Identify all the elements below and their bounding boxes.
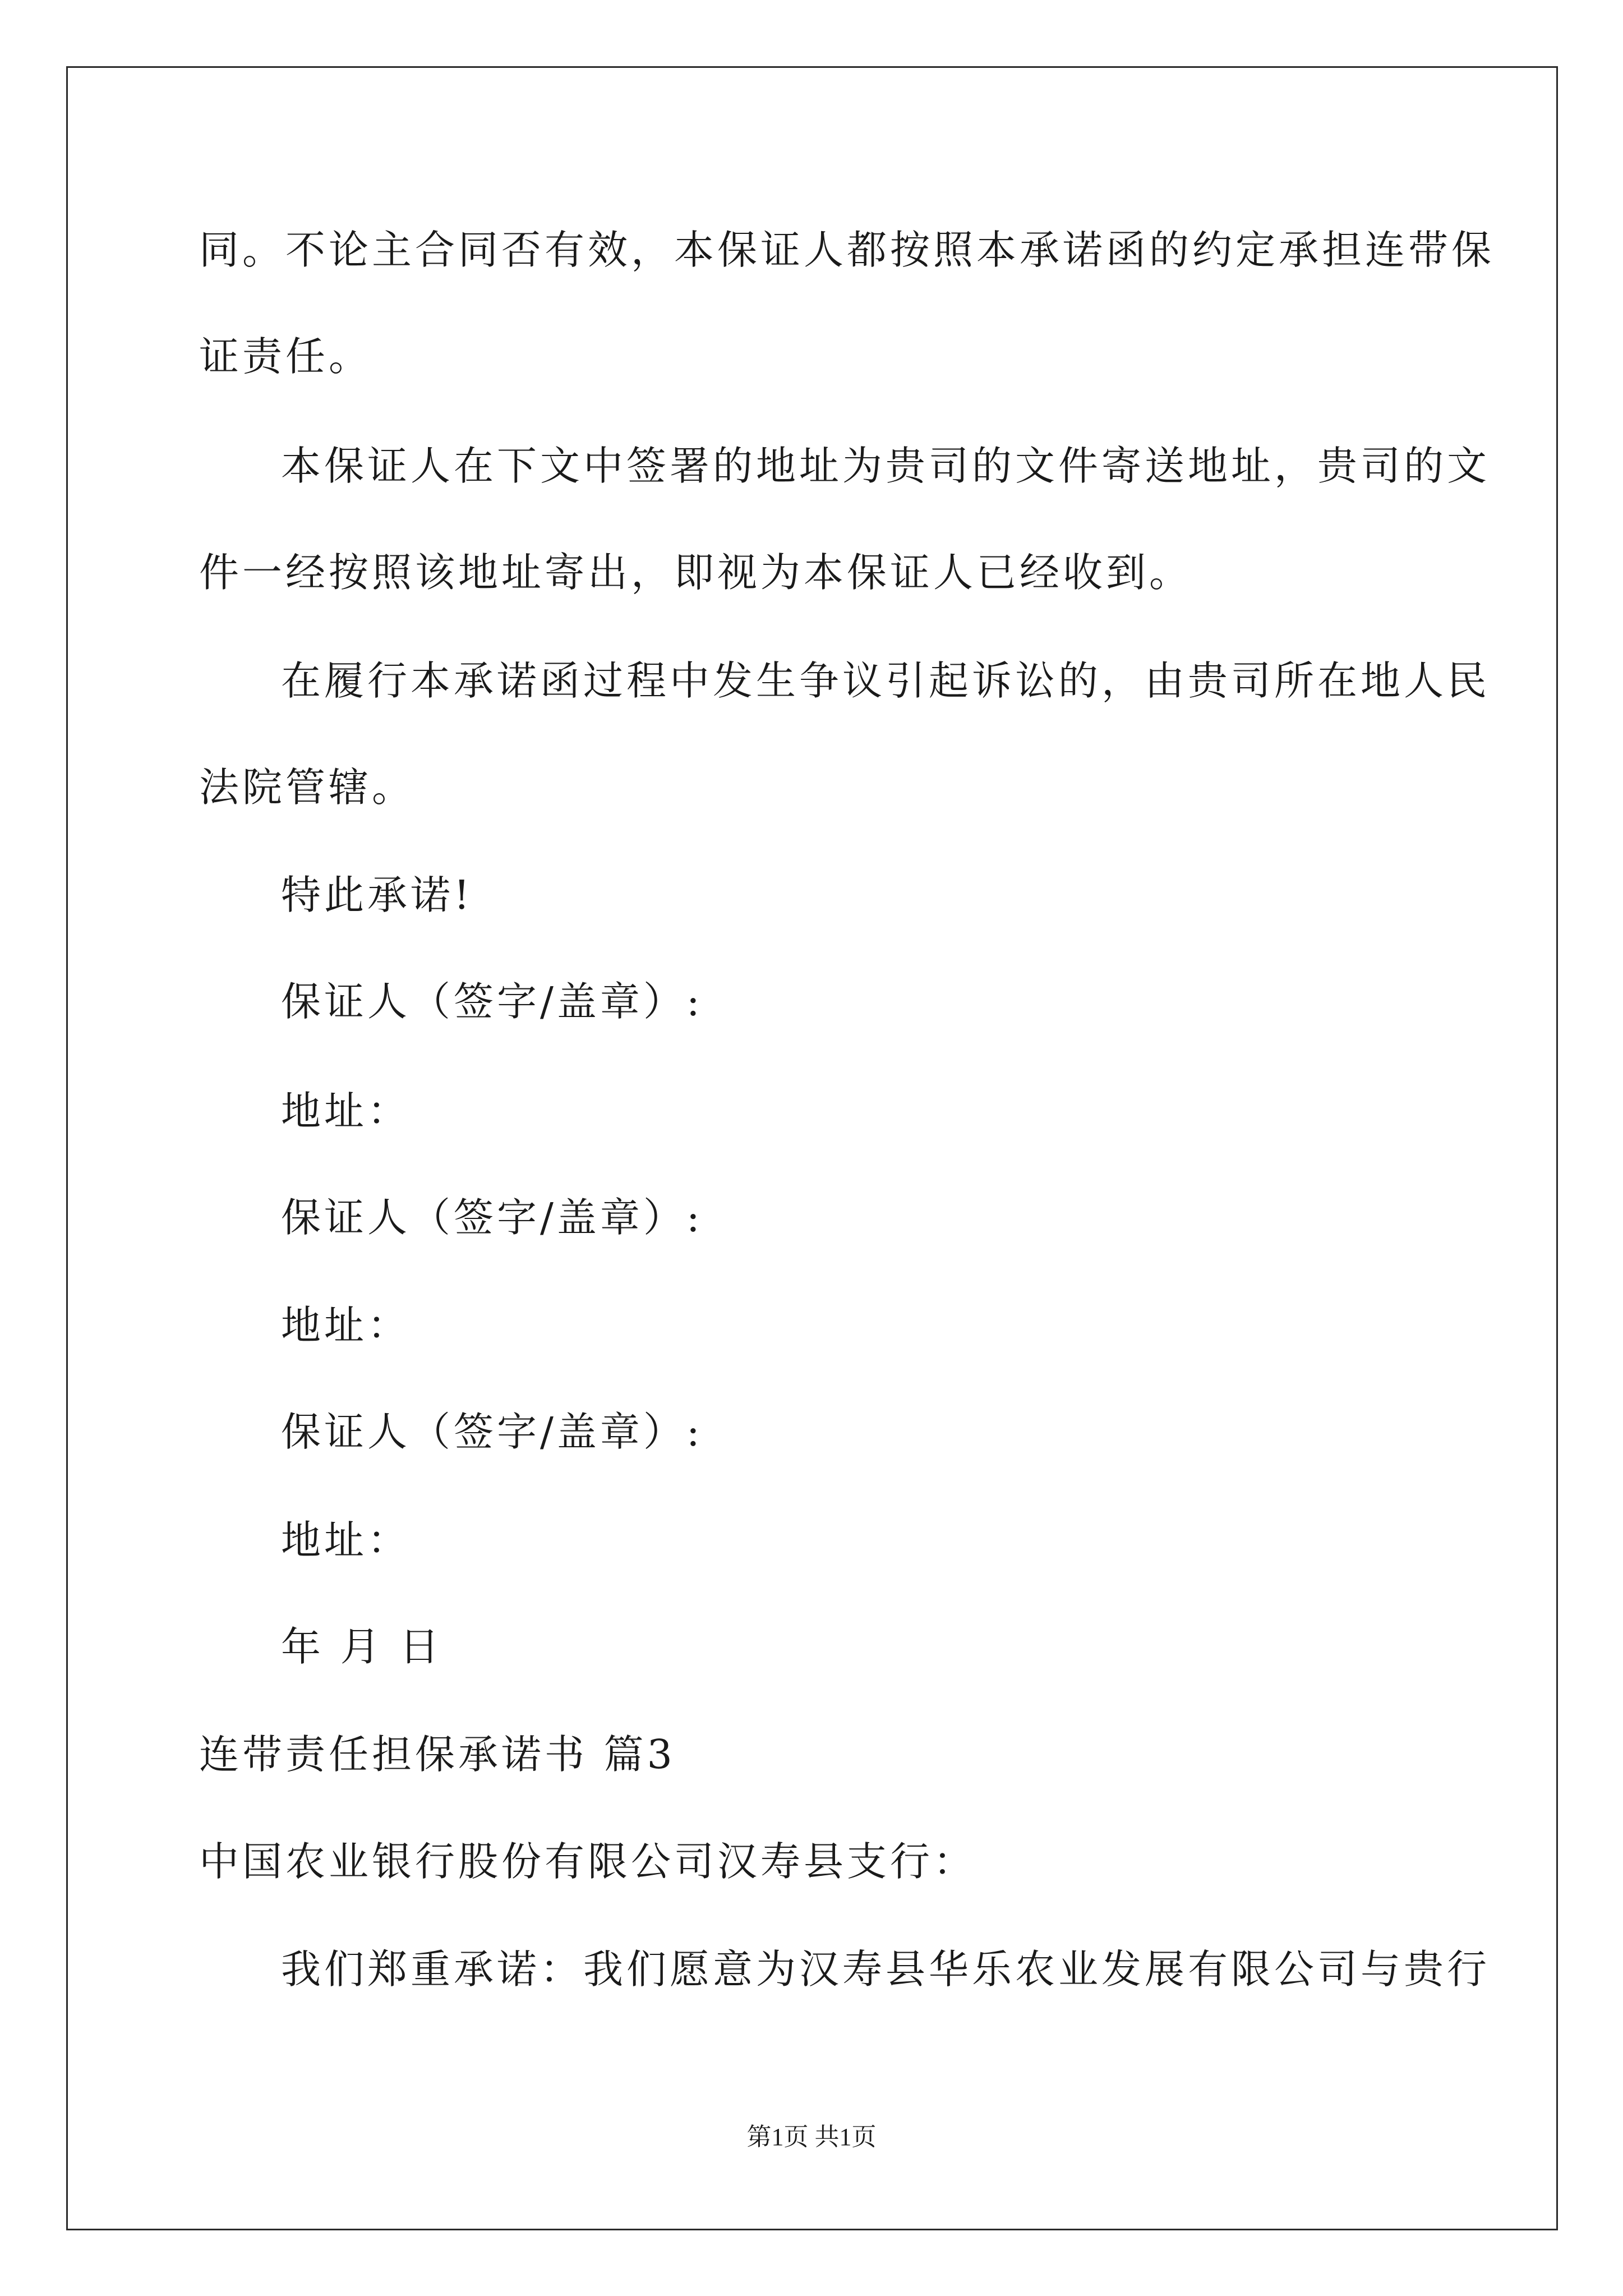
address-label: 地址：: [281, 1302, 411, 1349]
guarantor-signature-label: 保证人（签字/盖章）:: [281, 978, 703, 1025]
closing-statement: 特此承诺!: [281, 872, 473, 918]
paragraph-line: 同。不论主合同否有效，本保证人都按照本承诺函的约定承担连带保: [199, 227, 1495, 273]
section-heading: 连带责任担保承诺书 篇3: [199, 1731, 676, 1778]
paragraph-line: 证责任。: [199, 333, 372, 380]
paragraph-line: 在履行本承诺函过程中发生争议引起诉讼的，由贵司所在地人民: [281, 657, 1491, 704]
paragraph-line: 法院管辖。: [199, 764, 416, 811]
addressee-line: 中国农业银行股份有限公司汉寿县支行：: [199, 1838, 977, 1885]
date-line: 年 月 日: [281, 1623, 443, 1670]
guarantor-signature-label: 保证人（签字/盖章）:: [281, 1409, 703, 1455]
guarantor-signature-label: 保证人（签字/盖章）:: [281, 1194, 703, 1241]
paragraph-line: 我们郑重承诺：我们愿意为汉寿县华乐农业发展有限公司与贵行: [281, 1946, 1491, 1993]
page-number-footer: 第1页 共1页: [746, 2123, 877, 2151]
address-label: 地址：: [281, 1088, 411, 1134]
address-label: 地址：: [281, 1517, 411, 1563]
paragraph-line: 件一经按照该地址寄出，即视为本保证人已经收到。: [199, 549, 1193, 596]
paragraph-line: 本保证人在下文中签署的地址为贵司的文件寄送地址，贵司的文: [281, 443, 1491, 489]
page-border: [66, 66, 1558, 2230]
